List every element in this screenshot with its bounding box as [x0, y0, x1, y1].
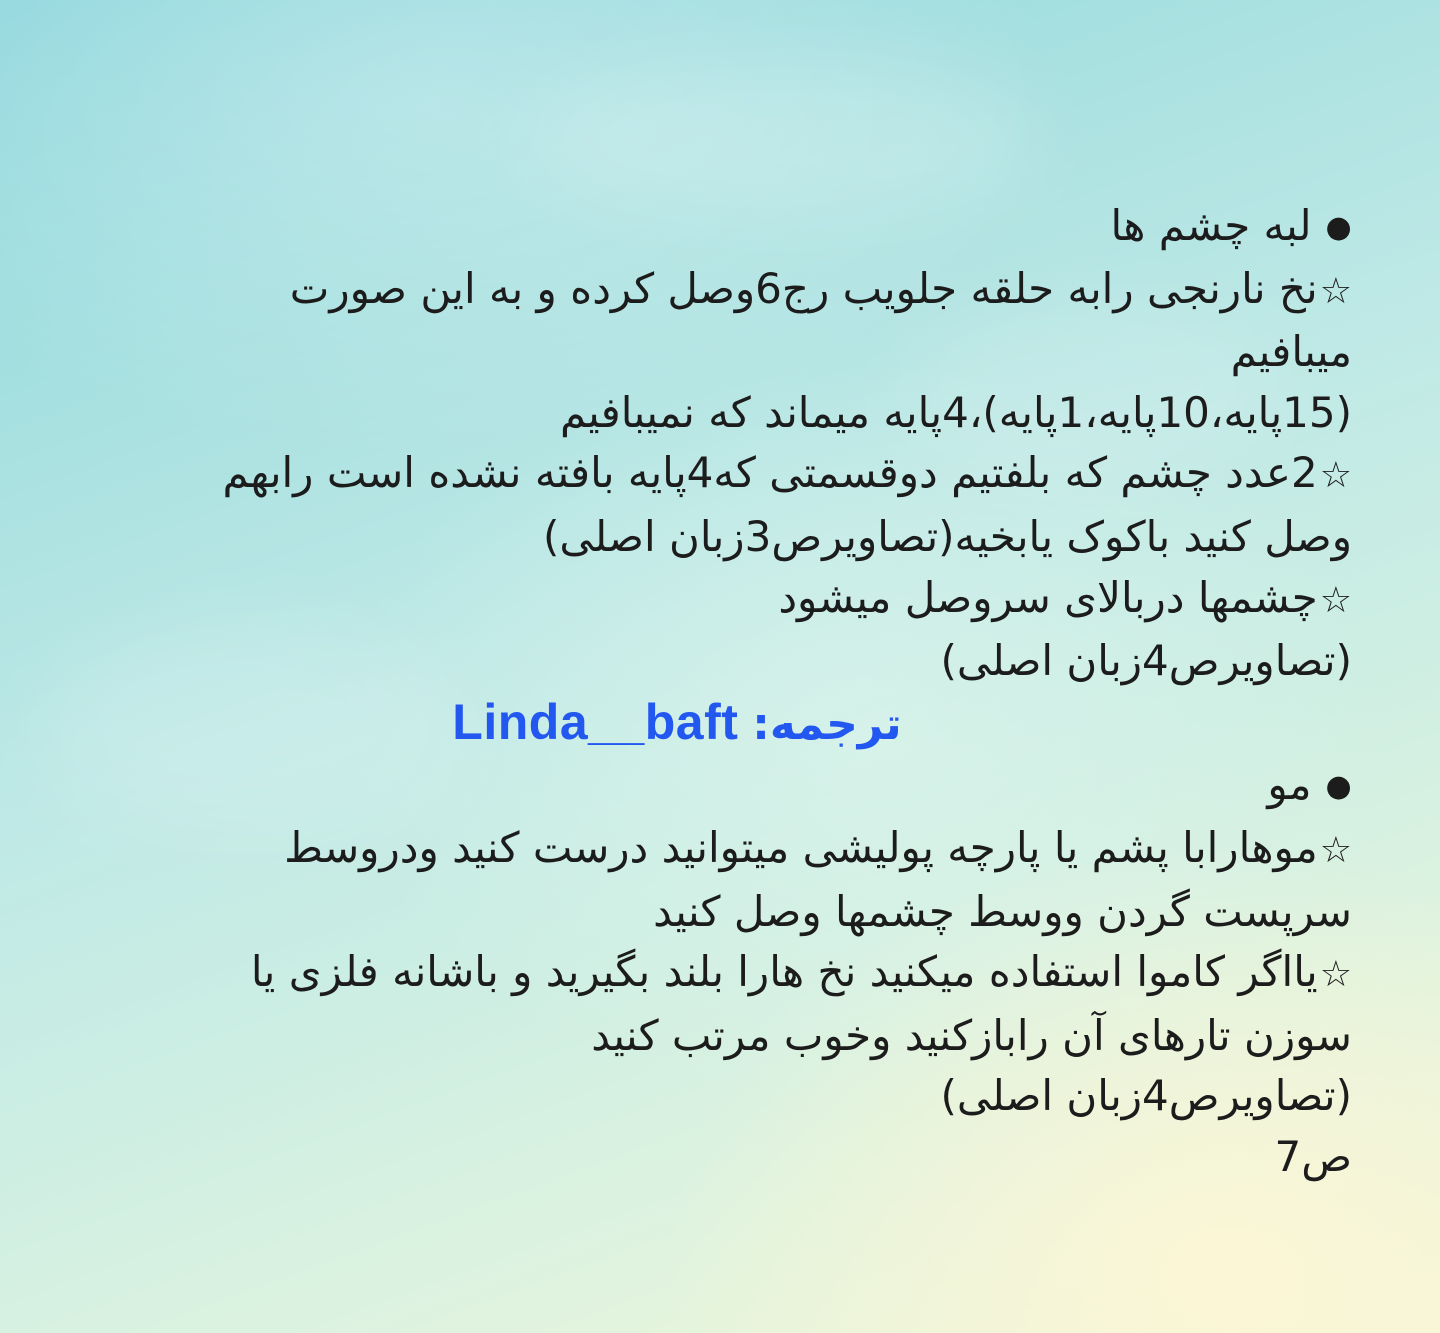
- instruction-line: (تصاویرص4زبان اصلی): [940, 1071, 1352, 1121]
- instruction-line: ☆نخ نارنجی رابه حلقه جلویب رج6وصل کرده و به این صورت: [289, 263, 1352, 313]
- instruction-line: سوزن تارهای آن رابازکنید وخوب مرتب کنید: [591, 1010, 1352, 1060]
- instruction-line: ☆یااگر کاموا استفاده میکنید نخ هارا بلند بگیرید و باشانه فلزی یا: [250, 947, 1352, 997]
- star-icon: ☆: [1319, 579, 1352, 621]
- translator-credit: [122, 692, 1352, 756]
- bullet-icon: ●: [1325, 769, 1352, 805]
- instruction-line: (15پایه،10پایه،1پایه)،4پایه میماند که نمیبافیم: [560, 387, 1352, 437]
- instruction-line: ☆2عدد چشم که بلفتیم دوقسمتی که4پایه بافته نشده است رابهم: [222, 448, 1352, 498]
- instructions-text: [122, 196, 1352, 1188]
- instruction-line: ☆چشمها دربالای سروصل میشود: [778, 572, 1352, 622]
- instruction-line: وصل کنید باکوک یابخیه(تصاویرص3زبان اصلی): [543, 511, 1352, 561]
- star-icon: ☆: [1319, 455, 1352, 497]
- bullet-icon: ●: [1325, 210, 1352, 245]
- star-icon: ☆: [1319, 954, 1352, 996]
- star-icon: ☆: [1319, 270, 1352, 312]
- instruction-line: سرپست گردن ووسط چشمها وصل کنید: [653, 886, 1352, 936]
- credit-label: ترجمه:: [752, 698, 902, 750]
- section-heading-eyes: ●لبه چشم ها: [122, 196, 1352, 259]
- instruction-line: ☆موهارابا پشم یا پارچه پولیشی میتوانید درست کنید ودروسط: [284, 822, 1352, 872]
- instruction-line: (تصاویرص4زبان اصلی): [940, 636, 1352, 686]
- credit-name: Linda__baft: [452, 693, 739, 750]
- star-icon: ☆: [1319, 829, 1352, 871]
- instruction-line: میبافیم: [1230, 327, 1352, 377]
- page-number: ص7: [1274, 1131, 1352, 1181]
- section-heading-hair: ●مو: [122, 755, 1352, 818]
